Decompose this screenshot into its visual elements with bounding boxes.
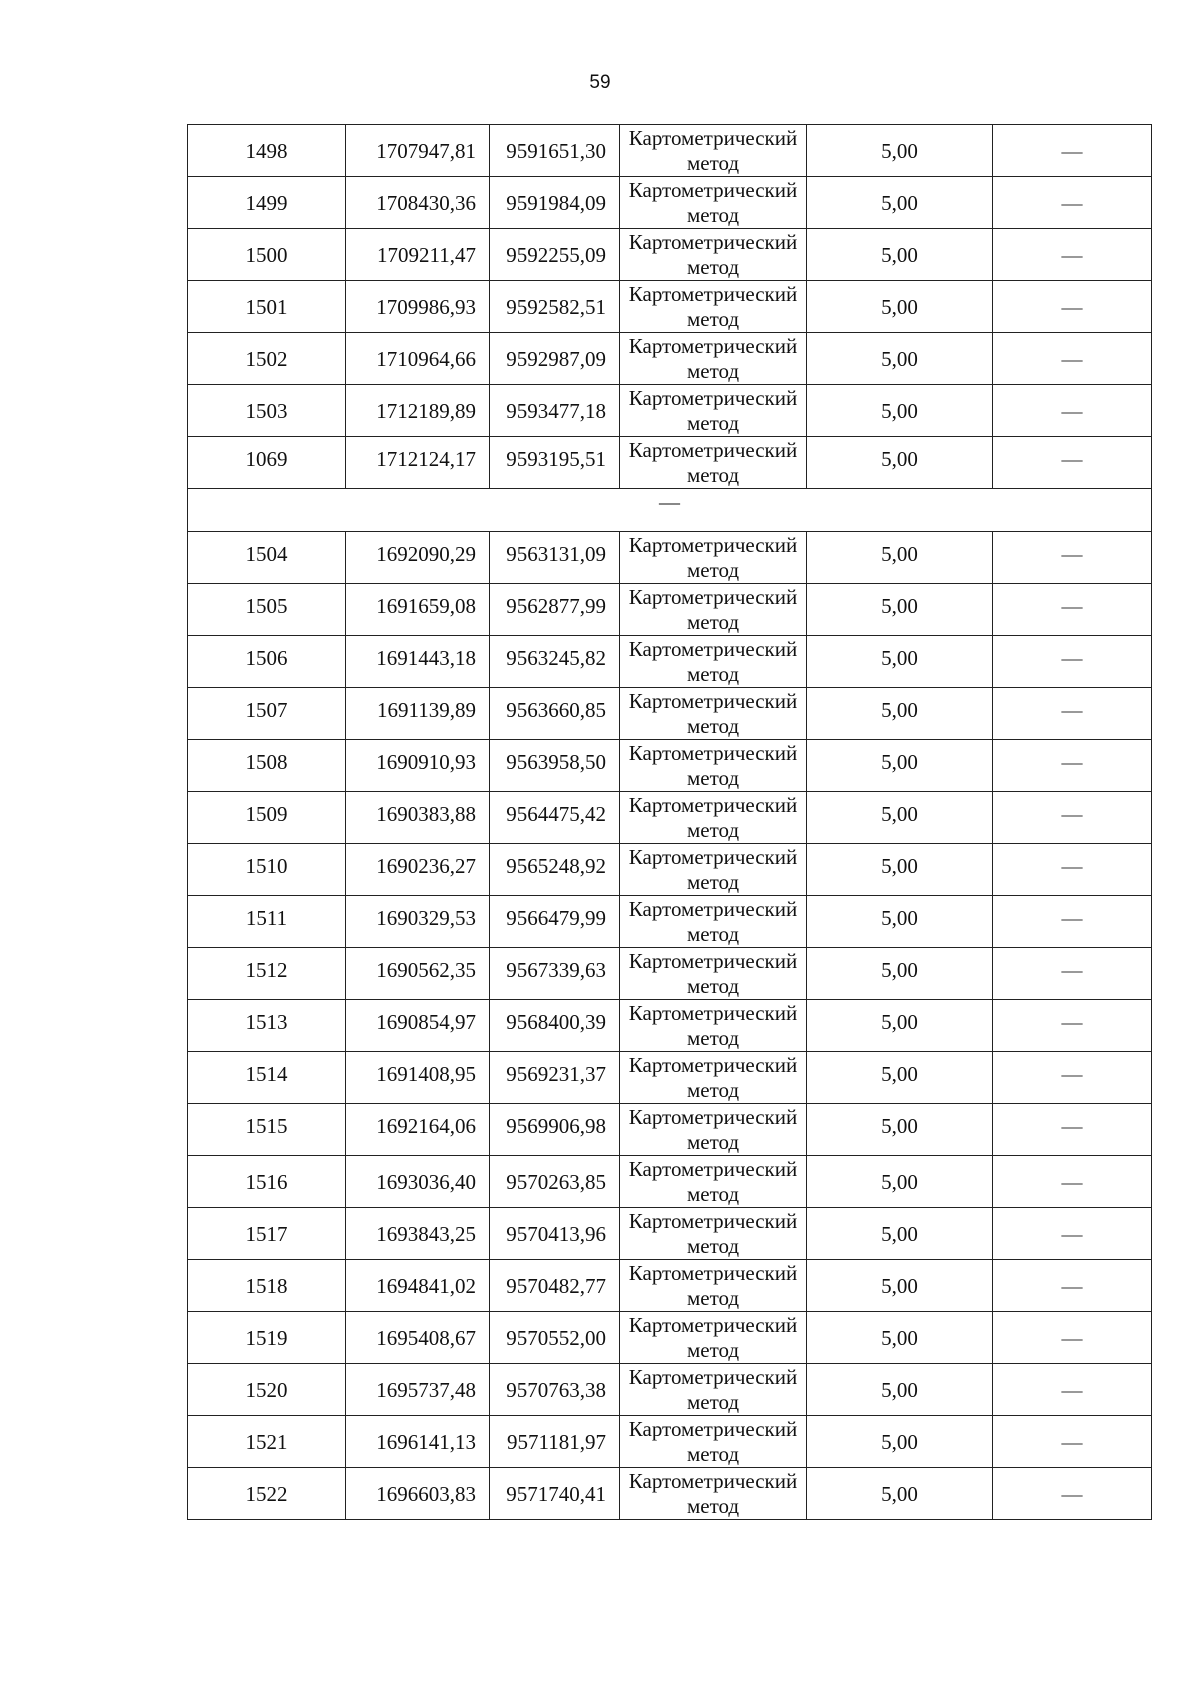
- accuracy-value: 5,00: [807, 584, 993, 636]
- coordinate-x: 1690910,93: [346, 740, 490, 792]
- accuracy-value: 5,00: [807, 1104, 993, 1156]
- coordinate-y: 9570763,38: [490, 1364, 620, 1416]
- method-line-2: метод: [686, 1338, 740, 1362]
- point-number: 1516: [188, 1156, 346, 1208]
- point-number: 1511: [188, 896, 346, 948]
- point-number: 1498: [188, 125, 346, 177]
- method-line-1: Картометрический: [628, 533, 798, 557]
- coordinate-y: 9566479,99: [490, 896, 620, 948]
- coordinate-x: 1708430,36: [346, 177, 490, 229]
- coordinate-x: 1696603,83: [346, 1468, 490, 1520]
- method-line-1: Картометрический: [628, 126, 798, 150]
- method-line-2: метод: [686, 662, 740, 686]
- method-line-2: метод: [686, 1182, 740, 1206]
- method-cell: [620, 1000, 807, 1052]
- method-line-1: Картометрический: [628, 1157, 798, 1181]
- method-cell: [620, 584, 807, 636]
- method-line-2: метод: [686, 359, 740, 383]
- method-cell: [620, 177, 807, 229]
- accuracy-value: 5,00: [807, 532, 993, 584]
- coordinates-table: [187, 124, 1152, 1520]
- coordinate-y: 9570482,77: [490, 1260, 620, 1312]
- coordinate-x: 1707947,81: [346, 125, 490, 177]
- coordinate-x: 1695408,67: [346, 1312, 490, 1364]
- coordinate-x: 1712189,89: [346, 385, 490, 437]
- method-line-1: Картометрический: [628, 793, 798, 817]
- point-number: 1512: [188, 948, 346, 1000]
- coordinate-y: 9568400,39: [490, 1000, 620, 1052]
- method-line-2: метод: [686, 203, 740, 227]
- accuracy-value: 5,00: [807, 229, 993, 281]
- point-number: 1501: [188, 281, 346, 333]
- table-row: [188, 333, 1152, 385]
- description-dash: —: [993, 1104, 1152, 1156]
- coordinate-y: 9571181,97: [490, 1416, 620, 1468]
- method-line-1: Картометрический: [628, 585, 798, 609]
- description-dash: —: [993, 636, 1152, 688]
- method-cell: [620, 1104, 807, 1156]
- method-line-1: Картометрический: [628, 1209, 798, 1233]
- coordinate-x: 1690562,35: [346, 948, 490, 1000]
- method-cell: [620, 896, 807, 948]
- coordinate-x: 1691659,08: [346, 584, 490, 636]
- method-line-1: Картометрический: [628, 1001, 798, 1025]
- description-dash: —: [993, 1156, 1152, 1208]
- description-dash: —: [993, 1468, 1152, 1520]
- point-number: 1518: [188, 1260, 346, 1312]
- point-number: 1514: [188, 1052, 346, 1104]
- method-cell: [620, 1416, 807, 1468]
- point-number: 1521: [188, 1416, 346, 1468]
- method-line-2: метод: [686, 1078, 740, 1102]
- coordinate-x: 1712124,17: [346, 437, 490, 489]
- point-number: 1509: [188, 792, 346, 844]
- description-dash: —: [993, 1000, 1152, 1052]
- description-dash: —: [993, 532, 1152, 584]
- coordinate-y: 9570552,00: [490, 1312, 620, 1364]
- description-dash: —: [993, 844, 1152, 896]
- table-row: [188, 125, 1152, 177]
- description-dash: —: [993, 1052, 1152, 1104]
- description-dash: —: [993, 437, 1152, 489]
- table-row: [188, 948, 1152, 1000]
- method-line-2: метод: [686, 1286, 740, 1310]
- accuracy-value: 5,00: [807, 844, 993, 896]
- coordinate-y: 9593477,18: [490, 385, 620, 437]
- description-dash: —: [993, 1312, 1152, 1364]
- description-dash: —: [993, 584, 1152, 636]
- table-group-2: [188, 532, 1152, 1520]
- description-dash: —: [993, 896, 1152, 948]
- method-line-2: метод: [686, 411, 740, 435]
- method-line-1: Картометрический: [628, 386, 798, 410]
- coordinate-y: 9592987,09: [490, 333, 620, 385]
- coordinate-x: 1691139,89: [346, 688, 490, 740]
- point-number: 1515: [188, 1104, 346, 1156]
- accuracy-value: 5,00: [807, 1468, 993, 1520]
- accuracy-value: 5,00: [807, 792, 993, 844]
- method-line-2: метод: [686, 922, 740, 946]
- table-row: [188, 385, 1152, 437]
- coordinate-y: 9562877,99: [490, 584, 620, 636]
- method-line-1: Картометрический: [628, 897, 798, 921]
- method-line-2: метод: [686, 610, 740, 634]
- point-number: 1517: [188, 1208, 346, 1260]
- coordinate-y: 9563131,09: [490, 532, 620, 584]
- method-cell: [620, 532, 807, 584]
- method-line-1: Картометрический: [628, 949, 798, 973]
- method-line-2: метод: [686, 558, 740, 582]
- table-row: [188, 1416, 1152, 1468]
- table-row: [188, 437, 1152, 489]
- method-line-1: Картометрический: [628, 741, 798, 765]
- coordinate-x: 1690236,27: [346, 844, 490, 896]
- method-cell: [620, 229, 807, 281]
- method-line-1: Картометрический: [628, 1105, 798, 1129]
- description-dash: —: [993, 688, 1152, 740]
- method-cell: [620, 636, 807, 688]
- description-dash: —: [993, 333, 1152, 385]
- method-line-1: Картометрический: [628, 438, 798, 462]
- method-cell: [620, 437, 807, 489]
- coordinate-x: 1696141,13: [346, 1416, 490, 1468]
- coordinate-x: 1691408,95: [346, 1052, 490, 1104]
- method-cell: [620, 1156, 807, 1208]
- method-line-2: метод: [686, 463, 740, 487]
- method-line-1: Картометрический: [628, 1469, 798, 1493]
- coordinate-x: 1692090,29: [346, 532, 490, 584]
- point-number: 1503: [188, 385, 346, 437]
- accuracy-value: 5,00: [807, 1000, 993, 1052]
- table-row: [188, 1104, 1152, 1156]
- method-cell: [620, 1260, 807, 1312]
- method-line-2: метод: [686, 1234, 740, 1258]
- accuracy-value: 5,00: [807, 1052, 993, 1104]
- coordinate-y: 9571740,41: [490, 1468, 620, 1520]
- point-number: 1502: [188, 333, 346, 385]
- accuracy-value: 5,00: [807, 688, 993, 740]
- accuracy-value: 5,00: [807, 1208, 993, 1260]
- coordinate-x: 1691443,18: [346, 636, 490, 688]
- table-row: [188, 1000, 1152, 1052]
- point-number: 1504: [188, 532, 346, 584]
- table-row: [188, 792, 1152, 844]
- point-number: 1513: [188, 1000, 346, 1052]
- coordinate-x: 1690329,53: [346, 896, 490, 948]
- accuracy-value: 5,00: [807, 1416, 993, 1468]
- method-line-1: Картометрический: [628, 689, 798, 713]
- description-dash: —: [993, 740, 1152, 792]
- description-dash: —: [993, 792, 1152, 844]
- method-cell: [620, 333, 807, 385]
- method-line-2: метод: [686, 255, 740, 279]
- coordinate-y: 9569906,98: [490, 1104, 620, 1156]
- accuracy-value: 5,00: [807, 1260, 993, 1312]
- table-row: [188, 584, 1152, 636]
- accuracy-value: 5,00: [807, 437, 993, 489]
- coordinate-y: 9593195,51: [490, 437, 620, 489]
- method-cell: [620, 385, 807, 437]
- method-cell: [620, 125, 807, 177]
- coordinate-x: 1690383,88: [346, 792, 490, 844]
- method-cell: [620, 1312, 807, 1364]
- coordinate-x: 1694841,02: [346, 1260, 490, 1312]
- coordinate-x: 1695737,48: [346, 1364, 490, 1416]
- table-separator-group: [188, 489, 1152, 532]
- method-line-1: Картометрический: [628, 178, 798, 202]
- table-row: [188, 688, 1152, 740]
- method-line-1: Картометрический: [628, 230, 798, 254]
- accuracy-value: 5,00: [807, 1312, 993, 1364]
- method-line-1: Картометрический: [628, 334, 798, 358]
- accuracy-value: 5,00: [807, 1156, 993, 1208]
- table-row: [188, 1364, 1152, 1416]
- table-row: [188, 844, 1152, 896]
- point-number: 1519: [188, 1312, 346, 1364]
- method-line-2: метод: [686, 151, 740, 175]
- coordinate-x: 1692164,06: [346, 1104, 490, 1156]
- coordinate-y: 9592582,51: [490, 281, 620, 333]
- description-dash: —: [993, 229, 1152, 281]
- coordinate-x: 1709986,93: [346, 281, 490, 333]
- method-cell: [620, 740, 807, 792]
- description-dash: —: [993, 1260, 1152, 1312]
- table-row: [188, 1312, 1152, 1364]
- accuracy-value: 5,00: [807, 177, 993, 229]
- accuracy-value: 5,00: [807, 333, 993, 385]
- coordinate-x: 1693843,25: [346, 1208, 490, 1260]
- description-dash: —: [993, 1364, 1152, 1416]
- table-row: [188, 740, 1152, 792]
- description-dash: —: [993, 281, 1152, 333]
- method-line-1: Картометрический: [628, 637, 798, 661]
- table-row: [188, 532, 1152, 584]
- accuracy-value: 5,00: [807, 948, 993, 1000]
- method-line-2: метод: [686, 1390, 740, 1414]
- table-group-1: [188, 125, 1152, 489]
- method-cell: [620, 948, 807, 1000]
- method-cell: [620, 1468, 807, 1520]
- description-dash: —: [993, 385, 1152, 437]
- coordinate-x: 1693036,40: [346, 1156, 490, 1208]
- method-line-2: метод: [686, 1130, 740, 1154]
- method-line-2: метод: [686, 1026, 740, 1050]
- coordinate-y: 9565248,92: [490, 844, 620, 896]
- coordinate-y: 9563660,85: [490, 688, 620, 740]
- coordinate-x: 1690854,97: [346, 1000, 490, 1052]
- method-line-1: Картометрический: [628, 1365, 798, 1389]
- method-line-2: метод: [686, 766, 740, 790]
- description-dash: —: [993, 1416, 1152, 1468]
- coordinate-y: 9592255,09: [490, 229, 620, 281]
- coordinate-y: 9570413,96: [490, 1208, 620, 1260]
- point-number: 1508: [188, 740, 346, 792]
- accuracy-value: 5,00: [807, 636, 993, 688]
- method-line-2: метод: [686, 1494, 740, 1518]
- method-cell: [620, 1208, 807, 1260]
- table-row: [188, 1468, 1152, 1520]
- coordinate-y: 9564475,42: [490, 792, 620, 844]
- method-line-2: метод: [686, 1442, 740, 1466]
- accuracy-value: 5,00: [807, 281, 993, 333]
- method-cell: [620, 792, 807, 844]
- separator-dash: —: [188, 489, 1152, 532]
- method-cell: [620, 1364, 807, 1416]
- method-cell: [620, 281, 807, 333]
- method-line-2: метод: [686, 870, 740, 894]
- coordinate-y: 9563245,82: [490, 636, 620, 688]
- method-line-1: Картометрический: [628, 1053, 798, 1077]
- table-row: [188, 636, 1152, 688]
- method-line-1: Картометрический: [628, 1261, 798, 1285]
- coordinate-x: 1710964,66: [346, 333, 490, 385]
- point-number: 1506: [188, 636, 346, 688]
- coordinate-y: 9591651,30: [490, 125, 620, 177]
- method-cell: [620, 844, 807, 896]
- point-number: 1507: [188, 688, 346, 740]
- coordinate-y: 9567339,63: [490, 948, 620, 1000]
- coordinate-y: 9569231,37: [490, 1052, 620, 1104]
- coordinate-y: 9570263,85: [490, 1156, 620, 1208]
- table-row: [188, 1052, 1152, 1104]
- point-number: 1499: [188, 177, 346, 229]
- accuracy-value: 5,00: [807, 896, 993, 948]
- description-dash: —: [993, 125, 1152, 177]
- point-number: 1520: [188, 1364, 346, 1416]
- coordinate-x: 1709211,47: [346, 229, 490, 281]
- table-row: [188, 1208, 1152, 1260]
- coordinate-y: 9591984,09: [490, 177, 620, 229]
- point-number: 1505: [188, 584, 346, 636]
- accuracy-value: 5,00: [807, 1364, 993, 1416]
- accuracy-value: 5,00: [807, 125, 993, 177]
- method-line-2: метод: [686, 714, 740, 738]
- description-dash: —: [993, 177, 1152, 229]
- point-number: 1510: [188, 844, 346, 896]
- point-number: 1522: [188, 1468, 346, 1520]
- method-line-2: метод: [686, 818, 740, 842]
- table-row: [188, 1260, 1152, 1312]
- method-cell: [620, 1052, 807, 1104]
- accuracy-value: 5,00: [807, 385, 993, 437]
- method-cell: [620, 688, 807, 740]
- page-number: 59: [589, 72, 611, 93]
- table-row: [188, 896, 1152, 948]
- accuracy-value: 5,00: [807, 740, 993, 792]
- table-row: [188, 177, 1152, 229]
- description-dash: —: [993, 1208, 1152, 1260]
- table-row: [188, 229, 1152, 281]
- coordinate-y: 9563958,50: [490, 740, 620, 792]
- method-line-2: метод: [686, 974, 740, 998]
- table-row: [188, 1156, 1152, 1208]
- method-line-1: Картометрический: [628, 282, 798, 306]
- point-number: 1500: [188, 229, 346, 281]
- method-line-2: метод: [686, 307, 740, 331]
- table-row: [188, 281, 1152, 333]
- separator-row: [188, 489, 1152, 532]
- point-number: 1069: [188, 437, 346, 489]
- method-line-1: Картометрический: [628, 1313, 798, 1337]
- method-line-1: Картометрический: [628, 1417, 798, 1441]
- description-dash: —: [993, 948, 1152, 1000]
- method-line-1: Картометрический: [628, 845, 798, 869]
